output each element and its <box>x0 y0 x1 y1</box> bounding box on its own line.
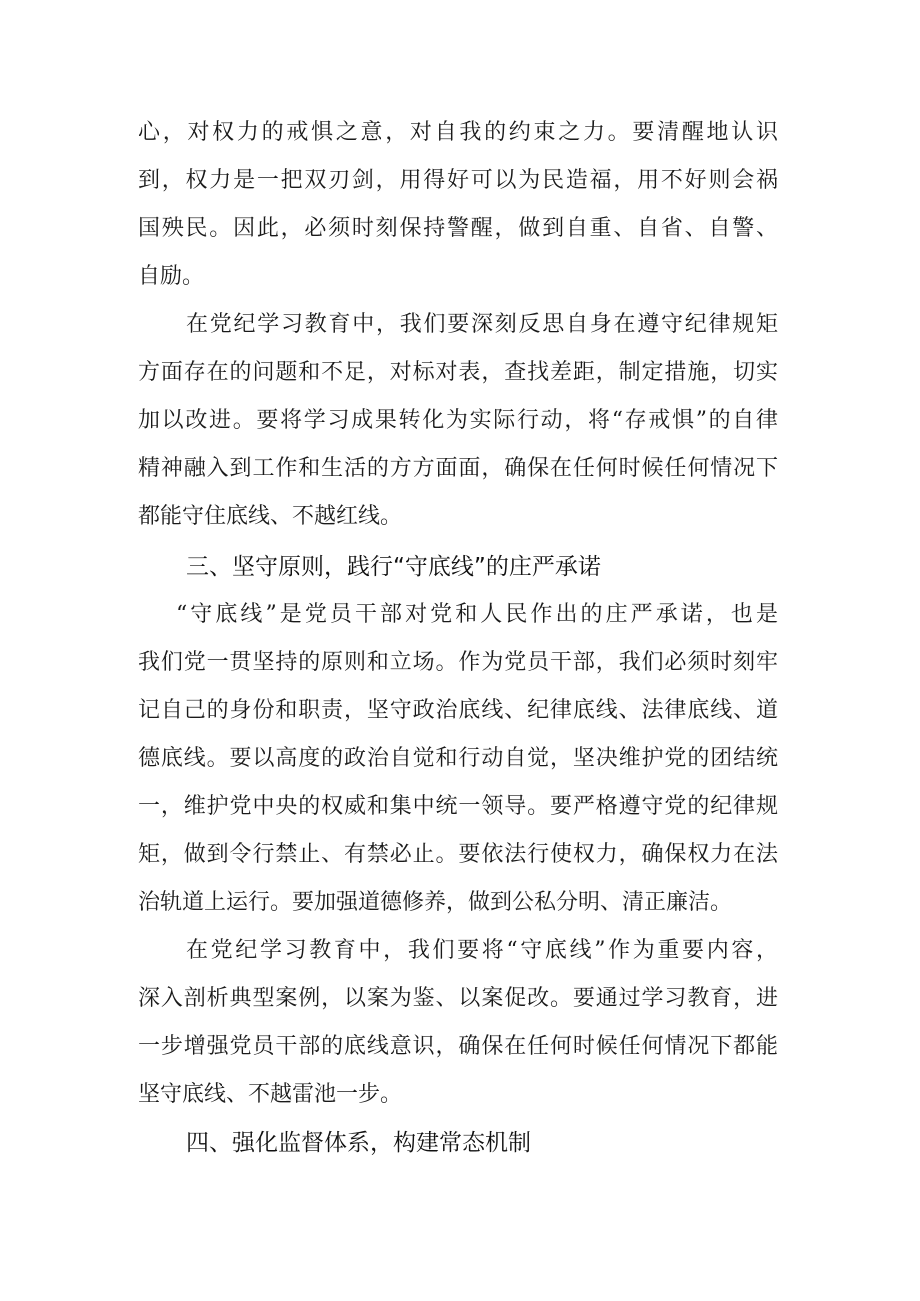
text-line: 自励。 <box>138 264 205 289</box>
section-heading: 三、坚守原则，践行“守底线”的庄严承诺 <box>186 554 601 580</box>
text-line: 精神融入到工作和生活的方方面面，确保在任何时候任何情况下 <box>138 456 778 481</box>
text-line: 方面存在的问题和不足，对标对表，查找差距，制定措施，切实 <box>138 360 778 385</box>
text-line: 国殃民。因此，必须时刻保持警醒，做到自重、自省、自警、 <box>138 216 778 241</box>
text-line: 深入剖析典型案例，以案为鉴、以案促改。要通过学习教育，进 <box>138 986 778 1011</box>
text-line: 在党纪学习教育中，我们要深刻反思自身在遵守纪律规矩 <box>186 312 778 337</box>
text-line: 到，权力是一把双刃剑，用得好可以为民造福，用不好则会祸 <box>138 168 778 193</box>
text-line: 记自己的身份和职责，坚守政治底线、纪律底线、法律底线、道 <box>138 698 778 723</box>
text-line: 我们党一贯坚持的原则和立场。作为党员干部，我们必须时刻牢 <box>138 650 778 675</box>
text-line: 都能守住底线、不越红线。 <box>138 504 403 529</box>
text-line: 加以改进。要将学习成果转化为实际行动，将“存戒惧”的自律 <box>138 408 778 433</box>
text-line: 一步增强党员干部的底线意识，确保在任何时候任何情况下都能 <box>138 1034 778 1059</box>
text-line: 德底线。要以高度的政治自觉和行动自觉，坚决维护党的团结统 <box>138 746 778 771</box>
section-heading: 四、强化监督体系，构建常态机制 <box>186 1130 531 1156</box>
text-line: 一，维护党中央的权威和集中统一领导。要严格遵守党的纪律规 <box>138 794 778 819</box>
text-line: 心，对权力的戒惧之意，对自我的约束之力。要清醒地认识 <box>138 120 778 145</box>
text-line: 矩，做到令行禁止、有禁必止。要依法行使权力，确保权力在法 <box>138 842 778 867</box>
text-line: “守底线”是党员干部对党和人民作出的庄严承诺，也是 <box>176 602 778 627</box>
text-line: 在党纪学习教育中，我们要将“守底线”作为重要内容， <box>186 938 778 963</box>
text-line: 治轨道上运行。要加强道德修养，做到公私分明、清正廉洁。 <box>138 890 733 915</box>
text-line: 坚守底线、不越雷池一步。 <box>138 1082 403 1107</box>
